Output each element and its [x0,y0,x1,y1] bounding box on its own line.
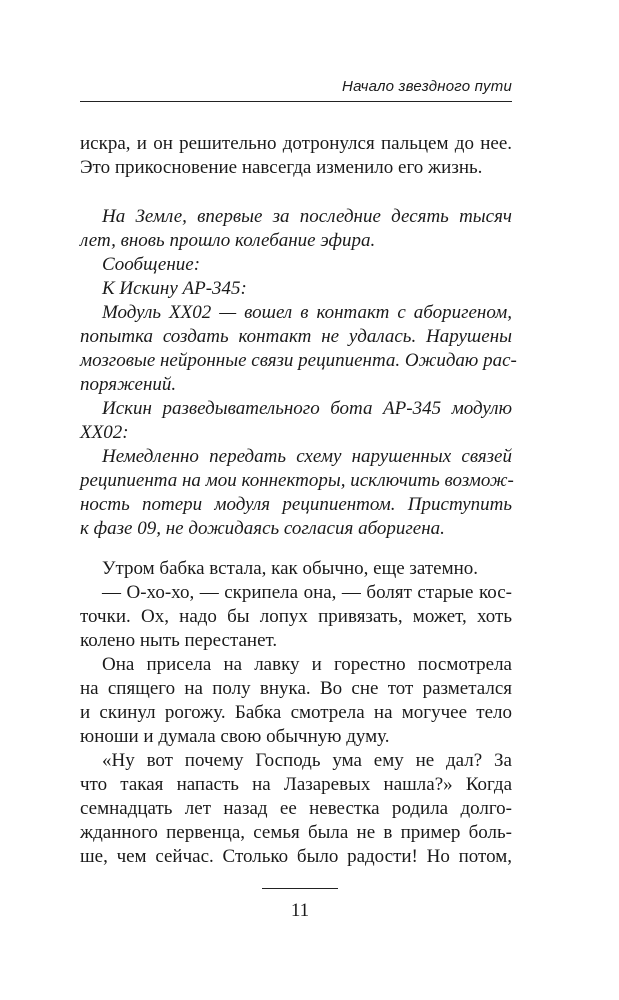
text-line: попытка создать контакт не удалась. Нарушены [80,326,512,347]
text-line: Сообщение: [102,254,201,275]
paragraph-continuation [80,132,512,180]
text-line: Это прикосновение навсегда изменило его жизнь. [80,157,483,178]
text-line: К Искину АР-345: [102,278,247,299]
text-line: Утром бабка встала, как обычно, еще затемно. [102,558,479,579]
text-line: жданного первенца, семья была не в пример боль- [80,822,512,843]
running-title: Начало звездного пути [342,78,512,95]
text-line: Модуль XX02 — вошел в контакт с аборигеном, [102,302,512,323]
text-line: и скинул рогожу. Бабка смотрела на могучее тело [80,702,512,723]
page-number: 11 [290,900,310,921]
text-line: реципиента на мои коннекторы, исключить возмож- [80,470,514,491]
text-line: колено ныть перестанет. [80,630,278,651]
text-line: ше, чем сейчас. Столько было радости! Но потом, [80,846,512,867]
text-line: поряжений. [80,374,177,395]
text-line: что такая напасть на Лазаревых нашла?» Когда [80,774,512,795]
header-rule [80,101,512,102]
text-line: «Ну вот почему Господь ума ему не дал? За [102,750,512,771]
footer-rule [262,888,338,889]
text-line: лет, вновь прошло колебание эфира. [80,230,376,251]
text-line: к фазе 09, не дожидаясь согласия аборигена. [80,518,445,539]
text-line: Она присела на лавку и горестно посмотрела [102,654,512,675]
text-line: юноши и думала свою обычную думу. [80,726,390,747]
text-line: мозговые нейронные связи реципиента. Ожидаю рас- [80,350,517,371]
text-line: Искин разведывательного бота АР-345 модулю [102,398,512,419]
text-line: семнадцать лет назад ее невестка родила долго- [80,798,512,819]
main-text-block [80,557,512,869]
text-line: XX02: [80,422,129,443]
text-line: Немедленно передать схему нарушенных связей [102,446,512,467]
italic-message-block [80,205,517,541]
text-line: искра, и он решительно дотронулся пальцем до нее. [80,133,512,154]
text-line: На Земле, впервые за последние десять тысяч [102,206,512,227]
text-line: — О-хо-хо, — скрипела она, — болят старые кос- [102,582,512,603]
text-line: на спящего на полу внука. Во сне тот разметался [80,678,512,699]
text-line: точки. Ох, надо бы лопух привязать, может, хоть [80,606,512,627]
text-line: ность потери модуля реципиентом. Приступить [80,494,512,515]
